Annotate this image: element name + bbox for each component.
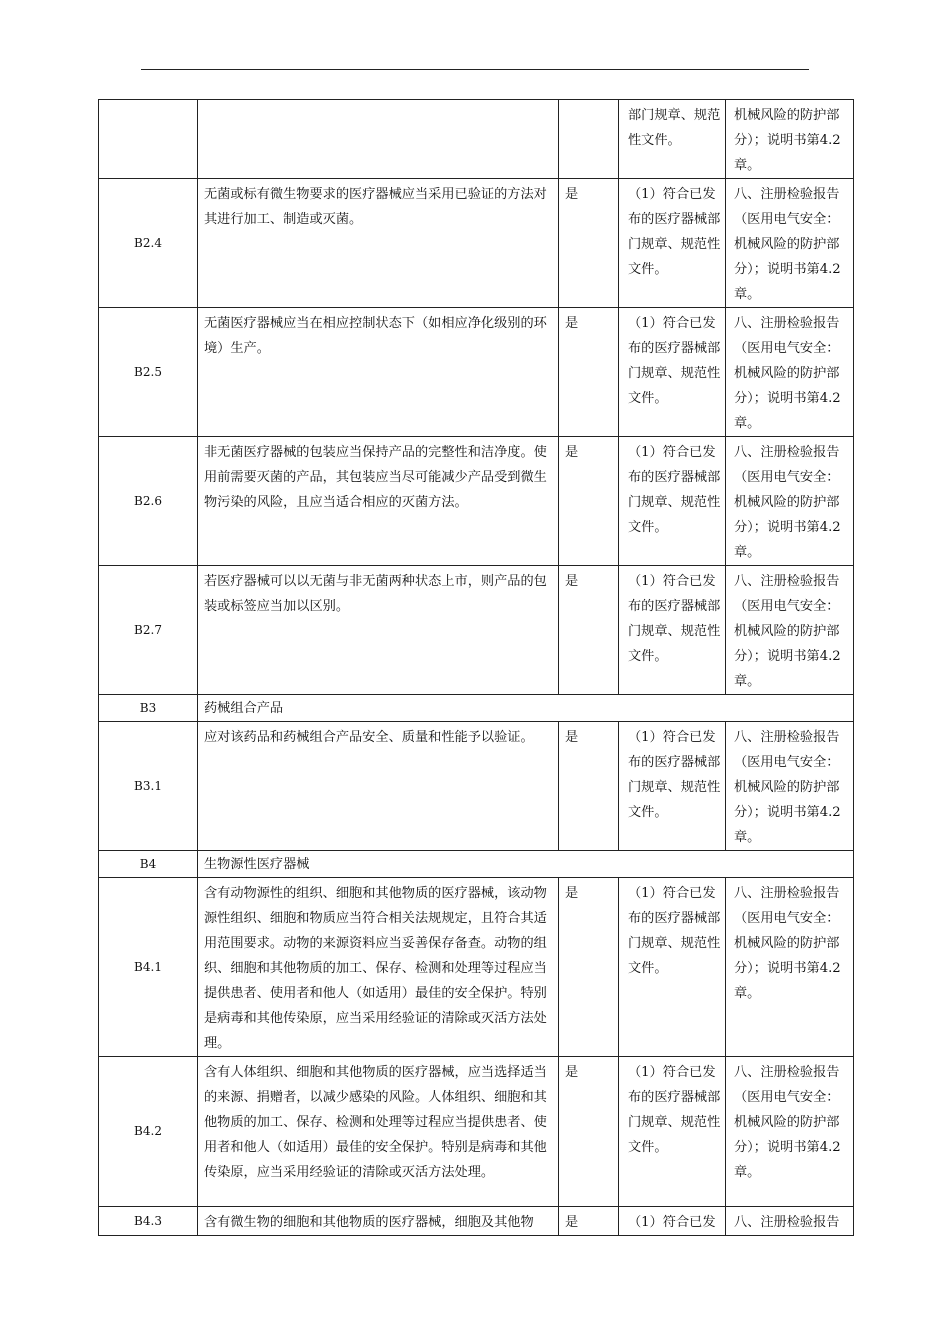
requirement-text: 含有动物源性的组织、细胞和其他物质的医疗器械，该动物源性组织、细胞和物质应当符合相关法规规定，且符合其适用范围要求。动物的来源资料应当妥善保存备查。动物的组织、细胞和其他物质的加工、保存、检测和处理等过程应当提供患者、使用者和他人（如适用）最佳的安全保护。特别是病毒和其他传染原，应当采用经验证的清除或灭活方法处理。 xyxy=(198,878,559,1057)
row-id: B2.4 xyxy=(99,179,198,308)
standard-text: （1）符合已发布的医疗器械部门规章、规范性文件。 xyxy=(619,308,726,437)
applicable-value: 是 xyxy=(559,1057,619,1207)
applicable-value xyxy=(559,100,619,179)
requirement-text: 应对该药品和药械组合产品安全、质量和性能予以验证。 xyxy=(198,722,559,851)
evidence-text: 八、注册检验报告（医用电气安全：机械风险的防护部分）；说明书第4.2章。 xyxy=(726,179,854,308)
requirement-text: 含有人体组织、细胞和其他物质的医疗器械，应当选择适当的来源、捐赠者，以减少感染的风险。人体组织、细胞和其他物质的加工、保存、检测和处理等过程应当提供患者、使用者和他人（如适用）最佳的安全保护。特别是病毒和其他传染原，应当采用经验证的清除或灭活方法处理。 xyxy=(198,1057,559,1207)
row-id: B2.5 xyxy=(99,308,198,437)
standard-text: 部门规章、规范性文件。 xyxy=(619,100,726,179)
evidence-text: 八、注册检验报告（医用电气安全：机械风险的防护部分）；说明书第4.2章。 xyxy=(726,308,854,437)
table-row xyxy=(99,1207,854,1236)
section-title: 生物源性医疗器械 xyxy=(198,851,854,878)
row-id: B3.1 xyxy=(99,722,198,851)
section-id: B4 xyxy=(99,851,198,878)
requirement-text xyxy=(198,100,559,179)
requirement-text: 非无菌医疗器械的包装应当保持产品的完整性和洁净度。使用前需要灭菌的产品，其包装应当尽可能减少产品受到微生物污染的风险，且应当适合相应的灭菌方法。 xyxy=(198,437,559,566)
row-id: B2.7 xyxy=(99,566,198,695)
row-id: B4.1 xyxy=(99,878,198,1057)
table-row xyxy=(99,437,854,566)
evidence-text: 八、注册检验报告（医用电气安全：机械风险的防护部分）；说明书第4.2章。 xyxy=(726,878,854,1057)
row-id: B2.6 xyxy=(99,437,198,566)
requirement-text: 无菌医疗器械应当在相应控制状态下（如相应净化级别的环境）生产。 xyxy=(198,308,559,437)
section-title: 药械组合产品 xyxy=(198,695,854,722)
row-id: B4.3 xyxy=(99,1207,198,1236)
row-id: B4.2 xyxy=(99,1057,198,1207)
table-row xyxy=(99,1057,854,1207)
table-row xyxy=(99,308,854,437)
standard-text: （1）符合已发布的医疗器械部门规章、规范性文件。 xyxy=(619,566,726,695)
evidence-text: 机械风险的防护部分）；说明书第4.2章。 xyxy=(726,100,854,179)
evidence-text: 八、注册检验报告 xyxy=(726,1207,854,1236)
standard-text: （1）符合已发布的医疗器械部门规章、规范性文件。 xyxy=(619,179,726,308)
evidence-text: 八、注册检验报告（医用电气安全：机械风险的防护部分）；说明书第4.2章。 xyxy=(726,566,854,695)
applicable-value: 是 xyxy=(559,566,619,695)
evidence-text: 八、注册检验报告（医用电气安全：机械风险的防护部分）；说明书第4.2章。 xyxy=(726,722,854,851)
standard-text: （1）符合已发布的医疗器械部门规章、规范性文件。 xyxy=(619,878,726,1057)
standard-text: （1）符合已发布的医疗器械部门规章、规范性文件。 xyxy=(619,437,726,566)
requirement-text: 无菌或标有微生物要求的医疗器械应当采用已验证的方法对其进行加工、制造或灭菌。 xyxy=(198,179,559,308)
applicable-value: 是 xyxy=(559,308,619,437)
applicable-value: 是 xyxy=(559,1207,619,1236)
requirements-table xyxy=(98,99,854,1236)
table-row xyxy=(99,722,854,851)
row-id xyxy=(99,100,198,179)
table-row xyxy=(99,566,854,695)
requirement-text: 若医疗器械可以以无菌与非无菌两种状态上市，则产品的包装或标签应当加以区别。 xyxy=(198,566,559,695)
header-rule xyxy=(141,69,809,70)
standard-text: （1）符合已发 xyxy=(619,1207,726,1236)
section-row xyxy=(99,851,854,878)
applicable-value: 是 xyxy=(559,878,619,1057)
applicable-value: 是 xyxy=(559,179,619,308)
evidence-text: 八、注册检验报告（医用电气安全：机械风险的防护部分）；说明书第4.2章。 xyxy=(726,1057,854,1207)
standard-text: （1）符合已发布的医疗器械部门规章、规范性文件。 xyxy=(619,1057,726,1207)
requirement-text: 含有微生物的细胞和其他物质的医疗器械，细胞及其他物 xyxy=(198,1207,559,1236)
applicable-value: 是 xyxy=(559,437,619,566)
evidence-text: 八、注册检验报告（医用电气安全：机械风险的防护部分）；说明书第4.2章。 xyxy=(726,437,854,566)
section-id: B3 xyxy=(99,695,198,722)
table-row xyxy=(99,100,854,179)
standard-text: （1）符合已发布的医疗器械部门规章、规范性文件。 xyxy=(619,722,726,851)
table-row xyxy=(99,878,854,1057)
section-row xyxy=(99,695,854,722)
table-row xyxy=(99,179,854,308)
applicable-value: 是 xyxy=(559,722,619,851)
